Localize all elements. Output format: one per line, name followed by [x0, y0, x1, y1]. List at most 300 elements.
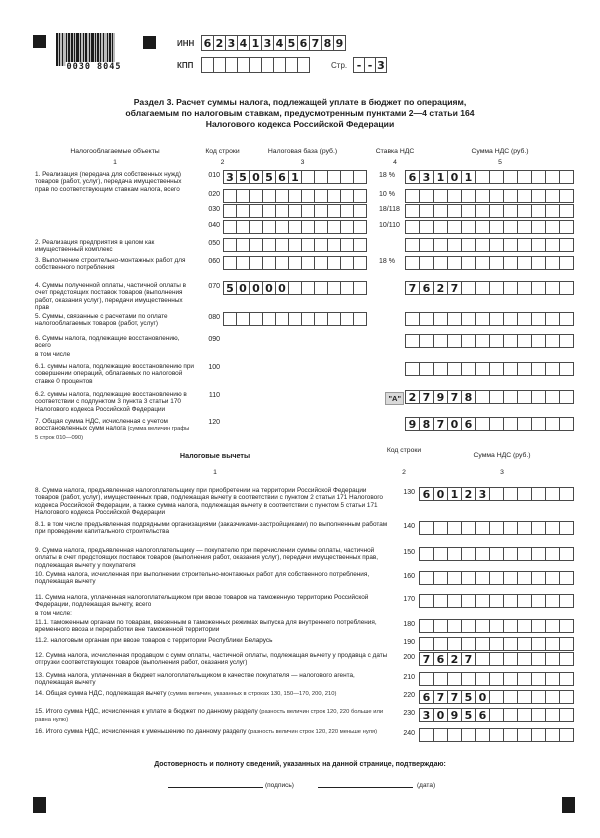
- digit-cell[interactable]: 6: [433, 652, 448, 666]
- digit-cell[interactable]: [433, 594, 448, 608]
- digit-cell[interactable]: [236, 312, 250, 326]
- digit-cell[interactable]: [288, 281, 302, 295]
- digit-cell[interactable]: 5: [236, 170, 250, 184]
- digit-cell[interactable]: [433, 204, 448, 218]
- digit-cell[interactable]: [531, 619, 546, 633]
- digit-cell[interactable]: [545, 238, 560, 252]
- digit-cell[interactable]: [545, 571, 560, 585]
- digit-cell[interactable]: [545, 170, 560, 184]
- digit-cell[interactable]: [262, 312, 276, 326]
- digit-cell[interactable]: [559, 238, 574, 252]
- digit-cell[interactable]: [447, 728, 462, 742]
- digit-cell[interactable]: [545, 619, 560, 633]
- digit-cell[interactable]: [433, 637, 448, 651]
- digit-cell[interactable]: 7: [447, 281, 462, 295]
- digit-cell[interactable]: [531, 708, 546, 722]
- digit-cell[interactable]: [461, 728, 476, 742]
- digit-cell[interactable]: 7: [309, 35, 322, 51]
- digit-cell[interactable]: [545, 189, 560, 203]
- digit-cell[interactable]: 3: [419, 708, 434, 722]
- digit-cell[interactable]: 0: [275, 281, 289, 295]
- digit-cell[interactable]: [447, 362, 462, 376]
- digit-cell[interactable]: [223, 238, 237, 252]
- signature-line[interactable]: [168, 778, 263, 788]
- digit-cell[interactable]: [461, 362, 476, 376]
- digit-cell[interactable]: 7: [419, 652, 434, 666]
- digit-cell[interactable]: [559, 256, 574, 270]
- digit-cell[interactable]: [288, 220, 302, 234]
- digit-cell[interactable]: [419, 728, 434, 742]
- digit-cell[interactable]: [489, 487, 504, 501]
- digit-cell[interactable]: [419, 189, 434, 203]
- digit-cell[interactable]: [419, 637, 434, 651]
- digit-cell[interactable]: [559, 672, 574, 686]
- digit-cell[interactable]: 6: [419, 487, 434, 501]
- digit-cell[interactable]: [503, 220, 518, 234]
- digit-cell[interactable]: [447, 619, 462, 633]
- digit-cell[interactable]: [531, 238, 546, 252]
- digit-cell[interactable]: [447, 312, 462, 326]
- digit-cell[interactable]: [475, 362, 490, 376]
- digit-cell[interactable]: [301, 256, 315, 270]
- digit-cell[interactable]: [419, 594, 434, 608]
- digit-cell[interactable]: [249, 204, 263, 218]
- digit-cell[interactable]: [531, 547, 546, 561]
- date-line[interactable]: [318, 778, 413, 788]
- digit-cell[interactable]: [301, 238, 315, 252]
- digit-cell[interactable]: [419, 220, 434, 234]
- digit-cell[interactable]: [503, 708, 518, 722]
- digit-cell[interactable]: 5: [461, 708, 476, 722]
- digit-cell[interactable]: [531, 390, 546, 404]
- digit-cell[interactable]: [405, 189, 420, 203]
- digit-cell[interactable]: [545, 334, 560, 348]
- digit-cell[interactable]: [489, 170, 504, 184]
- digit-cell[interactable]: [353, 220, 367, 234]
- digit-cell[interactable]: [489, 417, 504, 431]
- digit-cell[interactable]: [545, 281, 560, 295]
- digit-cell[interactable]: [433, 256, 448, 270]
- digit-cell[interactable]: [461, 189, 476, 203]
- digit-cell[interactable]: [503, 256, 518, 270]
- digit-cell[interactable]: [249, 189, 263, 203]
- digit-cell[interactable]: [545, 547, 560, 561]
- digit-cell[interactable]: [461, 594, 476, 608]
- digit-cell[interactable]: [517, 652, 532, 666]
- digit-cell[interactable]: [461, 334, 476, 348]
- digit-cell[interactable]: [559, 334, 574, 348]
- digit-cell[interactable]: [489, 619, 504, 633]
- digit-cell[interactable]: [545, 256, 560, 270]
- digit-cell[interactable]: [559, 521, 574, 535]
- digit-cell[interactable]: [461, 256, 476, 270]
- digit-cell[interactable]: [447, 334, 462, 348]
- digit-cell[interactable]: [301, 170, 315, 184]
- digit-cell[interactable]: 1: [249, 35, 262, 51]
- digit-cell[interactable]: [545, 417, 560, 431]
- digit-cell[interactable]: [461, 571, 476, 585]
- digit-cell[interactable]: [447, 238, 462, 252]
- digit-cell[interactable]: [433, 619, 448, 633]
- digit-cell[interactable]: [288, 189, 302, 203]
- digit-cell[interactable]: [559, 728, 574, 742]
- digit-cell[interactable]: 2: [213, 35, 226, 51]
- digit-cell[interactable]: 7: [461, 652, 476, 666]
- digit-cell[interactable]: [249, 312, 263, 326]
- digit-cell[interactable]: [433, 521, 448, 535]
- digit-cell[interactable]: [531, 189, 546, 203]
- digit-cell[interactable]: 5: [223, 281, 237, 295]
- digit-cell[interactable]: [503, 521, 518, 535]
- digit-cell[interactable]: [236, 204, 250, 218]
- digit-cell[interactable]: [461, 281, 476, 295]
- digit-cell[interactable]: 2: [433, 281, 448, 295]
- digit-cell[interactable]: [545, 728, 560, 742]
- digit-cell[interactable]: [559, 189, 574, 203]
- digit-cell[interactable]: 5: [262, 170, 276, 184]
- digit-cell[interactable]: [433, 362, 448, 376]
- digit-cell[interactable]: [340, 170, 354, 184]
- digit-cell[interactable]: [545, 487, 560, 501]
- digit-cell[interactable]: [314, 220, 328, 234]
- digit-cell[interactable]: [503, 281, 518, 295]
- digit-cell[interactable]: [503, 312, 518, 326]
- digit-cell[interactable]: [559, 571, 574, 585]
- digit-cell[interactable]: 3: [475, 487, 490, 501]
- digit-cell[interactable]: [461, 619, 476, 633]
- digit-cell[interactable]: 8: [419, 417, 434, 431]
- digit-cell[interactable]: [340, 281, 354, 295]
- digit-cell[interactable]: [353, 170, 367, 184]
- digit-cell[interactable]: [531, 417, 546, 431]
- digit-cell[interactable]: [353, 256, 367, 270]
- digit-cell[interactable]: [545, 652, 560, 666]
- digit-cell[interactable]: [517, 690, 532, 704]
- digit-cell[interactable]: [531, 281, 546, 295]
- digit-cell[interactable]: 0: [447, 417, 462, 431]
- digit-cell[interactable]: [461, 672, 476, 686]
- digit-cell[interactable]: [545, 594, 560, 608]
- digit-cell[interactable]: [433, 571, 448, 585]
- digit-cell[interactable]: [517, 362, 532, 376]
- digit-cell[interactable]: [249, 220, 263, 234]
- digit-cell[interactable]: [503, 547, 518, 561]
- digit-cell[interactable]: [353, 238, 367, 252]
- digit-cell[interactable]: [314, 256, 328, 270]
- digit-cell[interactable]: [475, 281, 490, 295]
- digit-cell[interactable]: [475, 521, 490, 535]
- digit-cell[interactable]: [559, 594, 574, 608]
- digit-cell[interactable]: [503, 690, 518, 704]
- digit-cell[interactable]: [559, 690, 574, 704]
- digit-cell[interactable]: [236, 256, 250, 270]
- digit-cell[interactable]: [223, 220, 237, 234]
- digit-cell[interactable]: [531, 672, 546, 686]
- digit-cell[interactable]: 9: [333, 35, 346, 51]
- digit-cell[interactable]: [447, 637, 462, 651]
- digit-cell[interactable]: 7: [447, 690, 462, 704]
- digit-cell[interactable]: [531, 256, 546, 270]
- digit-cell[interactable]: [517, 637, 532, 651]
- digit-cell[interactable]: [531, 571, 546, 585]
- digit-cell[interactable]: [489, 637, 504, 651]
- digit-cell[interactable]: [545, 708, 560, 722]
- digit-cell[interactable]: [517, 189, 532, 203]
- digit-cell[interactable]: [353, 189, 367, 203]
- digit-cell[interactable]: [475, 571, 490, 585]
- digit-cell[interactable]: [489, 334, 504, 348]
- digit-cell[interactable]: [275, 204, 289, 218]
- digit-cell[interactable]: [475, 417, 490, 431]
- digit-cell[interactable]: [503, 417, 518, 431]
- digit-cell[interactable]: [461, 547, 476, 561]
- digit-cell[interactable]: [405, 312, 420, 326]
- digit-cell[interactable]: [236, 220, 250, 234]
- digit-cell[interactable]: [353, 281, 367, 295]
- digit-cell[interactable]: [545, 362, 560, 376]
- digit-cell[interactable]: [489, 220, 504, 234]
- digit-cell[interactable]: [447, 189, 462, 203]
- digit-cell[interactable]: [531, 204, 546, 218]
- digit-cell[interactable]: [275, 312, 289, 326]
- digit-cell[interactable]: [489, 672, 504, 686]
- digit-cell[interactable]: [489, 312, 504, 326]
- digit-cell[interactable]: [517, 312, 532, 326]
- digit-cell[interactable]: [531, 220, 546, 234]
- digit-cell[interactable]: [489, 521, 504, 535]
- digit-cell[interactable]: [475, 312, 490, 326]
- digit-cell[interactable]: [517, 390, 532, 404]
- digit-cell[interactable]: [419, 521, 434, 535]
- digit-cell[interactable]: 8: [461, 390, 476, 404]
- digit-cell[interactable]: [433, 547, 448, 561]
- digit-cell[interactable]: [475, 619, 490, 633]
- digit-cell[interactable]: [517, 417, 532, 431]
- digit-cell[interactable]: [314, 170, 328, 184]
- digit-cell[interactable]: 6: [297, 35, 310, 51]
- digit-cell[interactable]: [489, 256, 504, 270]
- digit-cell[interactable]: [314, 204, 328, 218]
- digit-cell[interactable]: [489, 390, 504, 404]
- digit-cell[interactable]: 6: [475, 708, 490, 722]
- digit-cell[interactable]: [223, 312, 237, 326]
- digit-cell[interactable]: [314, 312, 328, 326]
- digit-cell[interactable]: [262, 204, 276, 218]
- digit-cell[interactable]: [340, 220, 354, 234]
- digit-cell[interactable]: [419, 362, 434, 376]
- digit-cell[interactable]: [405, 220, 420, 234]
- digit-cell[interactable]: [461, 521, 476, 535]
- digit-cell[interactable]: [405, 204, 420, 218]
- digit-cell[interactable]: [340, 204, 354, 218]
- digit-cell[interactable]: 6: [201, 35, 214, 51]
- digit-cell[interactable]: [447, 571, 462, 585]
- digit-cell[interactable]: [475, 637, 490, 651]
- digit-cell[interactable]: [489, 594, 504, 608]
- digit-cell[interactable]: 7: [433, 690, 448, 704]
- digit-cell[interactable]: [503, 652, 518, 666]
- digit-cell[interactable]: [489, 189, 504, 203]
- digit-cell[interactable]: [433, 189, 448, 203]
- digit-cell[interactable]: 0: [262, 281, 276, 295]
- digit-cell[interactable]: [475, 547, 490, 561]
- digit-cell[interactable]: [461, 312, 476, 326]
- digit-cell[interactable]: [545, 204, 560, 218]
- digit-cell[interactable]: [461, 637, 476, 651]
- digit-cell[interactable]: [531, 334, 546, 348]
- digit-cell[interactable]: [489, 708, 504, 722]
- digit-cell[interactable]: [475, 672, 490, 686]
- digit-cell[interactable]: 7: [405, 281, 420, 295]
- digit-cell[interactable]: [340, 238, 354, 252]
- digit-cell[interactable]: [475, 728, 490, 742]
- digit-cell[interactable]: [433, 728, 448, 742]
- digit-cell[interactable]: [475, 652, 490, 666]
- digit-cell[interactable]: 6: [419, 690, 434, 704]
- digit-cell[interactable]: [275, 220, 289, 234]
- digit-cell[interactable]: 0: [249, 170, 263, 184]
- digit-cell[interactable]: [461, 238, 476, 252]
- digit-cell[interactable]: [327, 204, 341, 218]
- digit-cell[interactable]: [475, 204, 490, 218]
- digit-cell[interactable]: [475, 334, 490, 348]
- digit-cell[interactable]: [559, 619, 574, 633]
- digit-cell[interactable]: [405, 362, 420, 376]
- digit-cell[interactable]: 1: [461, 170, 476, 184]
- digit-cell[interactable]: 2: [447, 652, 462, 666]
- digit-cell[interactable]: [447, 594, 462, 608]
- digit-cell[interactable]: [327, 312, 341, 326]
- digit-cell[interactable]: [223, 256, 237, 270]
- digit-cell[interactable]: [503, 672, 518, 686]
- digit-cell[interactable]: [275, 256, 289, 270]
- digit-cell[interactable]: [559, 281, 574, 295]
- digit-cell[interactable]: [531, 637, 546, 651]
- digit-cell[interactable]: [447, 204, 462, 218]
- digit-cell[interactable]: [353, 204, 367, 218]
- digit-cell[interactable]: 0: [249, 281, 263, 295]
- digit-cell[interactable]: 0: [433, 708, 448, 722]
- digit-cell[interactable]: [559, 170, 574, 184]
- digit-cell[interactable]: [517, 521, 532, 535]
- digit-cell[interactable]: [327, 170, 341, 184]
- digit-cell[interactable]: [475, 594, 490, 608]
- digit-cell[interactable]: [517, 220, 532, 234]
- digit-cell[interactable]: [559, 204, 574, 218]
- digit-cell[interactable]: [301, 204, 315, 218]
- digit-cell[interactable]: 4: [237, 35, 250, 51]
- digit-cell[interactable]: 7: [433, 417, 448, 431]
- digit-cell[interactable]: [531, 487, 546, 501]
- digit-cell[interactable]: [503, 390, 518, 404]
- digit-cell[interactable]: [419, 672, 434, 686]
- digit-cell[interactable]: 9: [405, 417, 420, 431]
- digit-cell[interactable]: [475, 220, 490, 234]
- digit-cell[interactable]: 3: [261, 35, 274, 51]
- digit-cell[interactable]: [503, 170, 518, 184]
- digit-cell[interactable]: [327, 189, 341, 203]
- digit-cell[interactable]: [517, 594, 532, 608]
- digit-cell[interactable]: [489, 690, 504, 704]
- digit-cell[interactable]: 2: [405, 390, 420, 404]
- digit-cell[interactable]: [503, 619, 518, 633]
- digit-cell[interactable]: 4: [273, 35, 286, 51]
- digit-cell[interactable]: [419, 238, 434, 252]
- digit-cell[interactable]: [327, 220, 341, 234]
- digit-cell[interactable]: -: [364, 57, 376, 73]
- digit-cell[interactable]: 0: [447, 170, 462, 184]
- digit-cell[interactable]: [545, 220, 560, 234]
- digit-cell[interactable]: [531, 690, 546, 704]
- digit-cell[interactable]: [545, 672, 560, 686]
- digit-cell[interactable]: [475, 170, 490, 184]
- digit-cell[interactable]: [262, 256, 276, 270]
- digit-cell[interactable]: [559, 390, 574, 404]
- digit-cell[interactable]: [517, 708, 532, 722]
- digit-cell[interactable]: 3: [419, 170, 434, 184]
- digit-cell[interactable]: [503, 334, 518, 348]
- digit-cell[interactable]: 6: [405, 170, 420, 184]
- digit-cell[interactable]: 8: [321, 35, 334, 51]
- digit-cell[interactable]: [531, 521, 546, 535]
- digit-cell[interactable]: [559, 487, 574, 501]
- digit-cell[interactable]: [447, 547, 462, 561]
- digit-cell[interactable]: [545, 390, 560, 404]
- digit-cell[interactable]: [517, 571, 532, 585]
- digit-cell[interactable]: [327, 256, 341, 270]
- digit-cell[interactable]: [503, 571, 518, 585]
- digit-cell[interactable]: [262, 220, 276, 234]
- digit-cell[interactable]: [517, 487, 532, 501]
- digit-cell[interactable]: [503, 238, 518, 252]
- digit-cell[interactable]: 6: [275, 170, 289, 184]
- digit-cell[interactable]: [489, 238, 504, 252]
- digit-cell[interactable]: [531, 312, 546, 326]
- digit-cell[interactable]: [517, 238, 532, 252]
- digit-cell[interactable]: [327, 238, 341, 252]
- digit-cell[interactable]: [517, 204, 532, 218]
- digit-cell[interactable]: [559, 312, 574, 326]
- digit-cell[interactable]: [475, 256, 490, 270]
- digit-cell[interactable]: [249, 256, 263, 270]
- digit-cell[interactable]: [275, 189, 289, 203]
- digit-cell[interactable]: 3: [375, 57, 387, 73]
- digit-cell[interactable]: [353, 312, 367, 326]
- digit-cell[interactable]: 3: [225, 35, 238, 51]
- digit-cell[interactable]: [559, 220, 574, 234]
- digit-cell[interactable]: [517, 728, 532, 742]
- digit-cell[interactable]: [531, 728, 546, 742]
- digit-cell[interactable]: [489, 728, 504, 742]
- digit-cell[interactable]: [545, 637, 560, 651]
- digit-cell[interactable]: [447, 256, 462, 270]
- digit-cell[interactable]: 7: [419, 390, 434, 404]
- digit-cell[interactable]: [433, 672, 448, 686]
- digit-cell[interactable]: [531, 594, 546, 608]
- digit-cell[interactable]: [314, 281, 328, 295]
- digit-cell[interactable]: [419, 256, 434, 270]
- digit-cell[interactable]: [447, 521, 462, 535]
- digit-cell[interactable]: 5: [285, 35, 298, 51]
- digit-cell[interactable]: [340, 256, 354, 270]
- digit-cell[interactable]: [275, 238, 289, 252]
- digit-cell[interactable]: [517, 334, 532, 348]
- digit-cell[interactable]: [531, 362, 546, 376]
- digit-cell[interactable]: [517, 672, 532, 686]
- digit-cell[interactable]: 6: [461, 417, 476, 431]
- digit-cell[interactable]: [447, 672, 462, 686]
- digit-cell[interactable]: [327, 281, 341, 295]
